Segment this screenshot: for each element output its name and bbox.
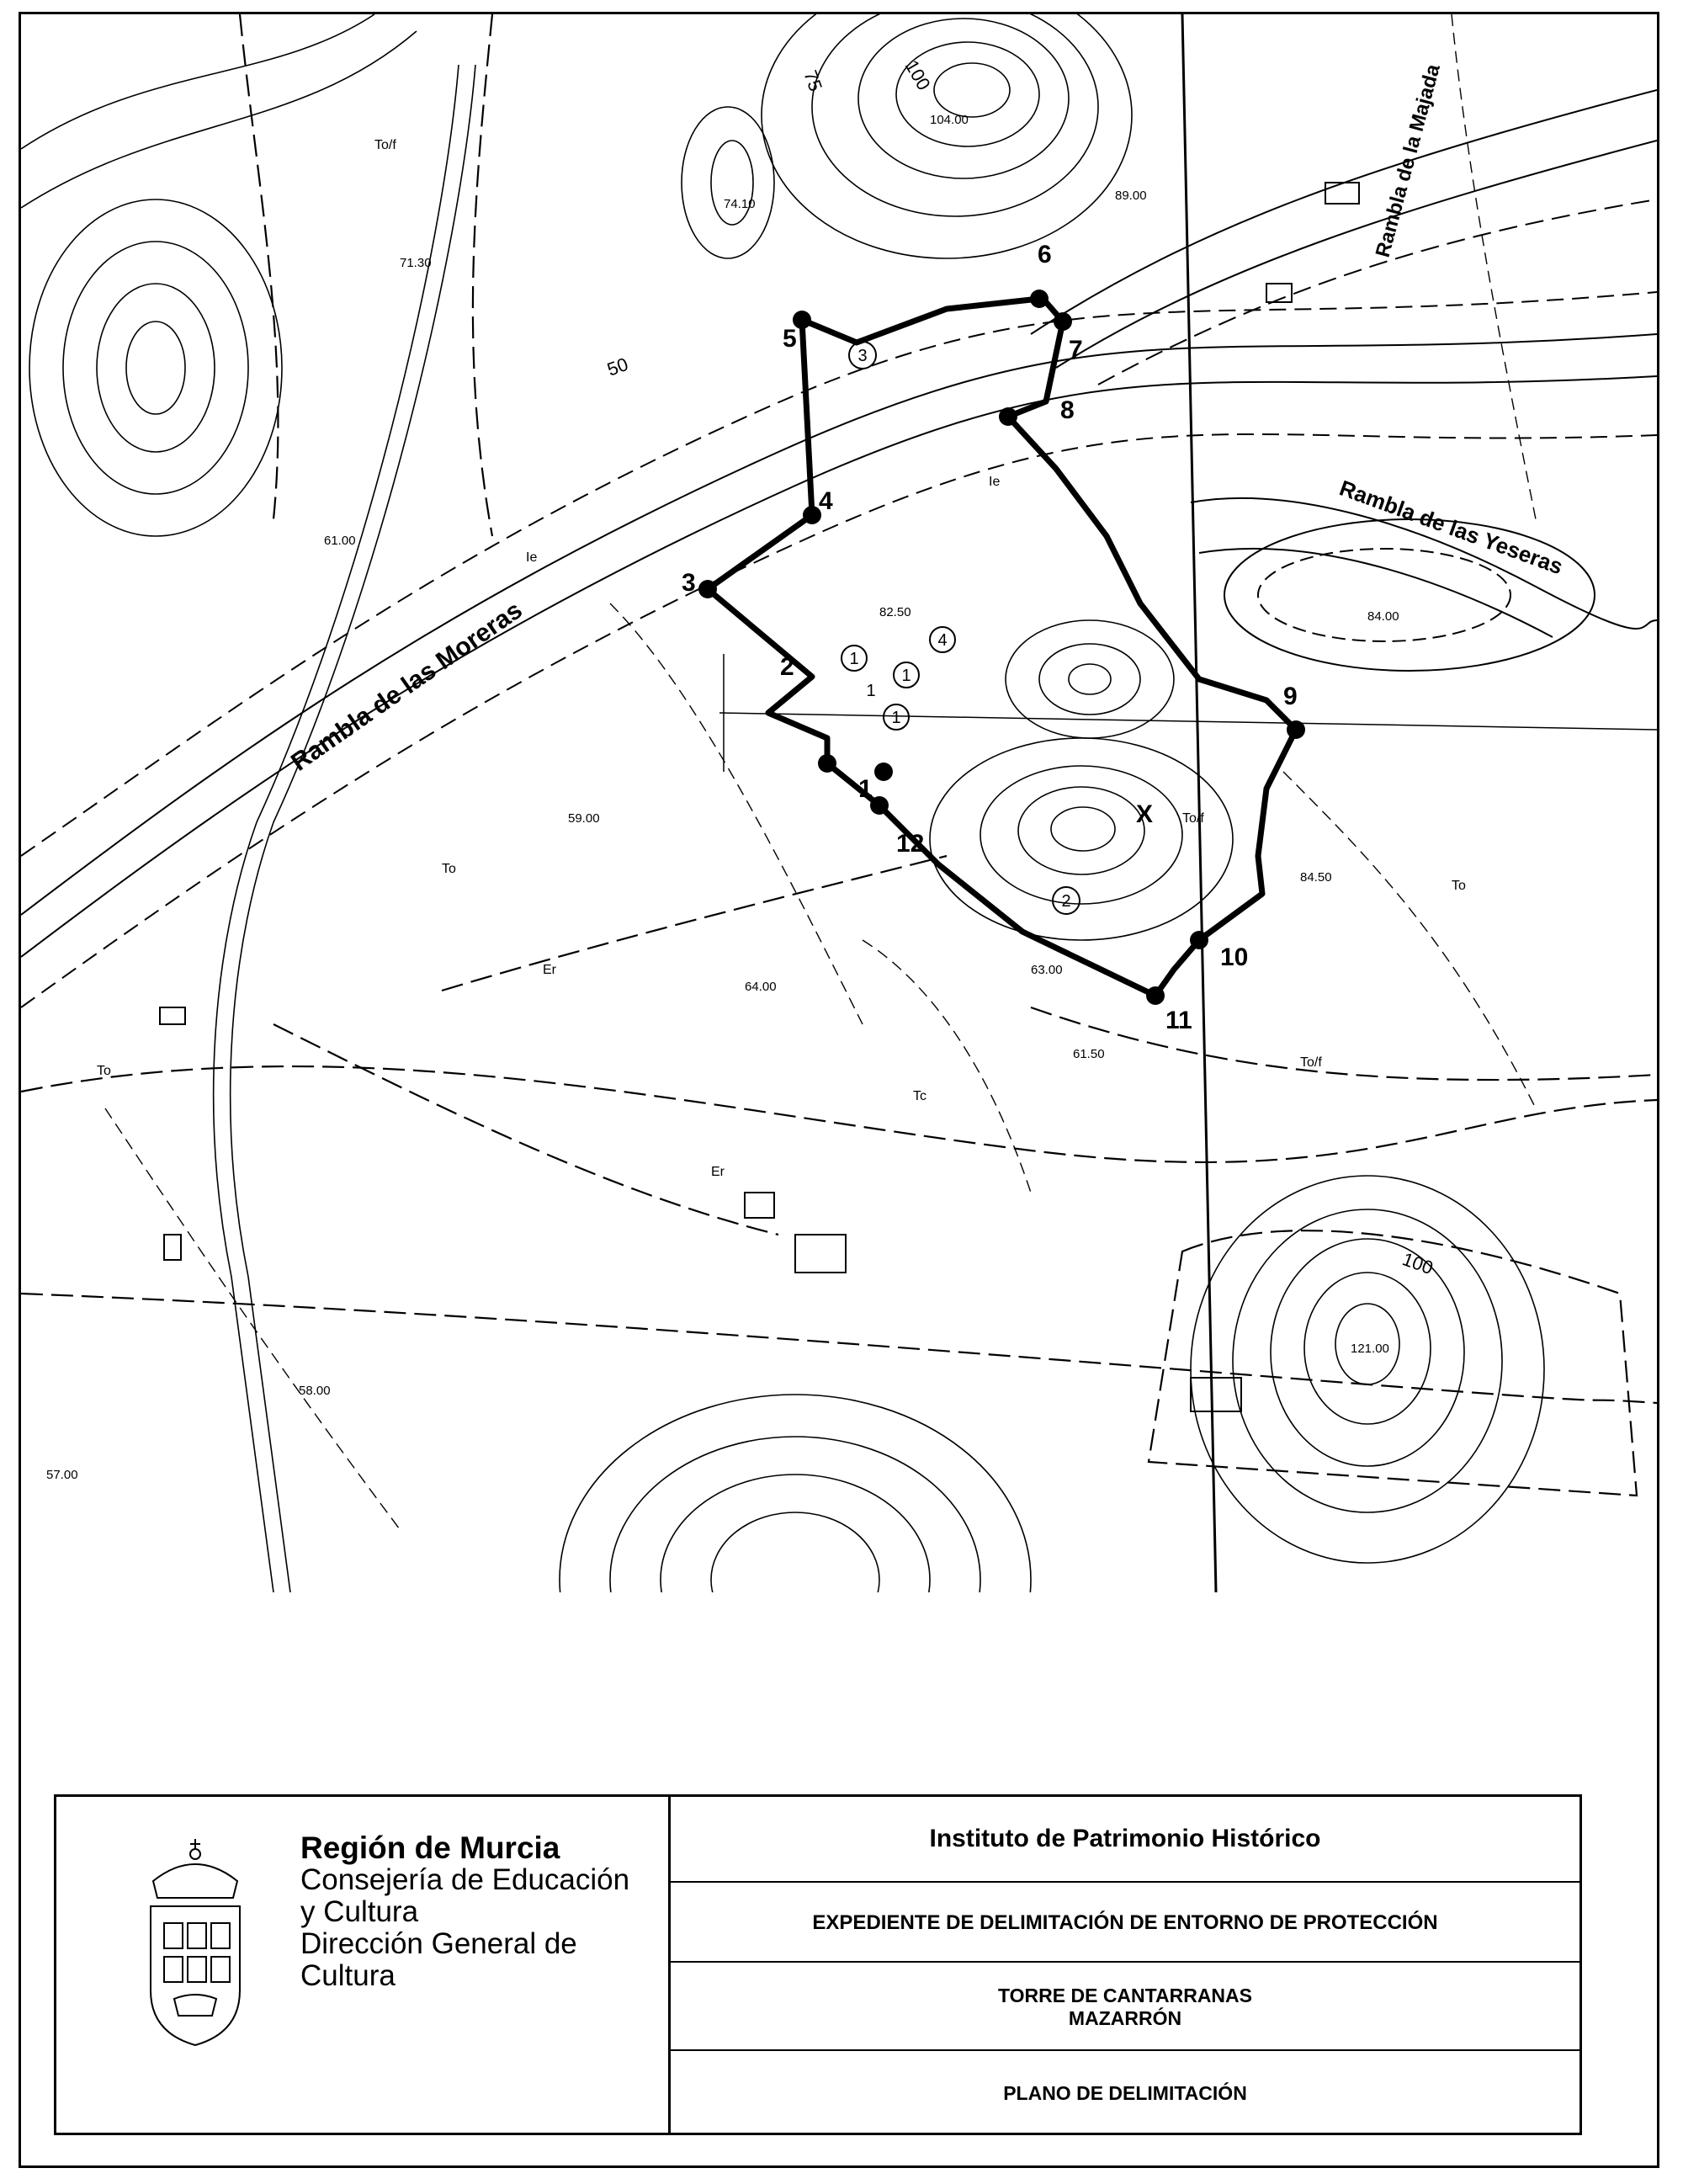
vertex-label-1: 1 xyxy=(858,775,873,803)
site-marker-1c: 1 xyxy=(849,650,859,668)
elevation-label: 74.10 xyxy=(724,197,756,211)
expediente-title: EXPEDIENTE DE DELIMITACIÓN DE ENTORNO DE PROTECCIÓN xyxy=(671,1881,1579,1963)
elevation-label: 121.00 xyxy=(1351,1342,1389,1356)
soil-code: To/f xyxy=(374,138,396,152)
contour-label-75: 75 xyxy=(799,67,827,94)
plan-title: PLANO DE DELIMITACIÓN xyxy=(671,2049,1579,2135)
org-name: Región de Murcia xyxy=(300,1831,560,1865)
elevation-label: 61.00 xyxy=(324,534,356,548)
contour-label-100-north: 100 xyxy=(900,56,935,94)
elevation-label: 57.00 xyxy=(46,1468,78,1482)
site-marker-1a: 1 xyxy=(901,667,911,685)
elevation-label: 61.50 xyxy=(1073,1047,1105,1061)
soil-code: Tc xyxy=(913,1089,926,1103)
soil-code: Er xyxy=(711,1165,725,1179)
vertex-label-4: 4 xyxy=(819,487,833,515)
soil-code: Er xyxy=(543,963,556,977)
coat-of-arms-icon xyxy=(141,1831,250,2049)
vertex-label-2: 2 xyxy=(780,653,794,681)
elevation-label: 84.00 xyxy=(1367,609,1399,624)
title-block xyxy=(54,1794,1582,2135)
vertex-label-5: 5 xyxy=(783,325,797,353)
soil-code: To/f xyxy=(1300,1055,1322,1070)
vertex-label-10: 10 xyxy=(1220,943,1249,971)
site-marker-1d: 1 xyxy=(866,682,876,700)
issuer-panel xyxy=(56,1797,671,2133)
elevation-label: 82.50 xyxy=(879,605,911,619)
soil-code: Ie xyxy=(989,475,1001,489)
monument-cell xyxy=(671,1961,1579,2051)
monument-name: TORRE DE CANTARRANAS xyxy=(998,1984,1252,2006)
document-info-panel xyxy=(671,1797,1579,2133)
label-rambla-moreras: Rambla de las Moreras xyxy=(286,596,528,777)
vertex-label-3: 3 xyxy=(682,569,696,597)
contour-label-100-se: 100 xyxy=(1399,1248,1436,1279)
site-marker-4: 4 xyxy=(937,631,948,650)
site-cross: X xyxy=(1136,800,1154,828)
vertex-label-7: 7 xyxy=(1069,336,1083,364)
site-marker-1b: 1 xyxy=(891,709,901,727)
contour-label-50: 50 xyxy=(604,353,631,380)
vertex-label-11: 11 xyxy=(1165,1007,1192,1034)
institute-name: Instituto de Patrimonio Histórico xyxy=(929,1825,1321,1852)
elevation-label: 59.00 xyxy=(568,811,600,826)
site-marker-2: 2 xyxy=(1061,892,1071,911)
issuer-text xyxy=(300,1832,668,1992)
vertex-label-12: 12 xyxy=(896,830,925,858)
soil-code: To xyxy=(1452,879,1466,893)
elevation-label: 71.30 xyxy=(400,256,432,270)
municipality-name: MAZARRÓN xyxy=(1068,2006,1182,2029)
org-department-cont: y Cultura xyxy=(300,1895,419,1928)
site-marker-3: 3 xyxy=(857,347,868,365)
elevation-label: 64.00 xyxy=(745,980,777,994)
org-department: Consejería de Educación xyxy=(300,1863,630,1896)
soil-code: To/f xyxy=(1182,811,1204,826)
soil-code: Ie xyxy=(526,550,538,565)
elevation-label: 89.00 xyxy=(1115,189,1147,203)
elevation-label: 104.00 xyxy=(930,113,969,127)
vertex-label-8: 8 xyxy=(1060,396,1075,424)
elevation-label: 84.50 xyxy=(1300,870,1332,885)
vertex-label-6: 6 xyxy=(1038,241,1052,268)
soil-code: To xyxy=(442,862,456,876)
elevation-label: 63.00 xyxy=(1031,963,1063,977)
topographic-map xyxy=(21,14,1657,1592)
org-directorate: Dirección General de Cultura xyxy=(300,1927,577,1992)
elevation-label: 58.00 xyxy=(299,1384,331,1398)
soil-code: To xyxy=(97,1064,111,1078)
vertex-label-9: 9 xyxy=(1283,683,1298,710)
label-rambla-majada: Rambla de la Majada xyxy=(1371,61,1445,260)
label-rambla-yeseras: Rambla de las Yeseras xyxy=(1335,475,1567,580)
